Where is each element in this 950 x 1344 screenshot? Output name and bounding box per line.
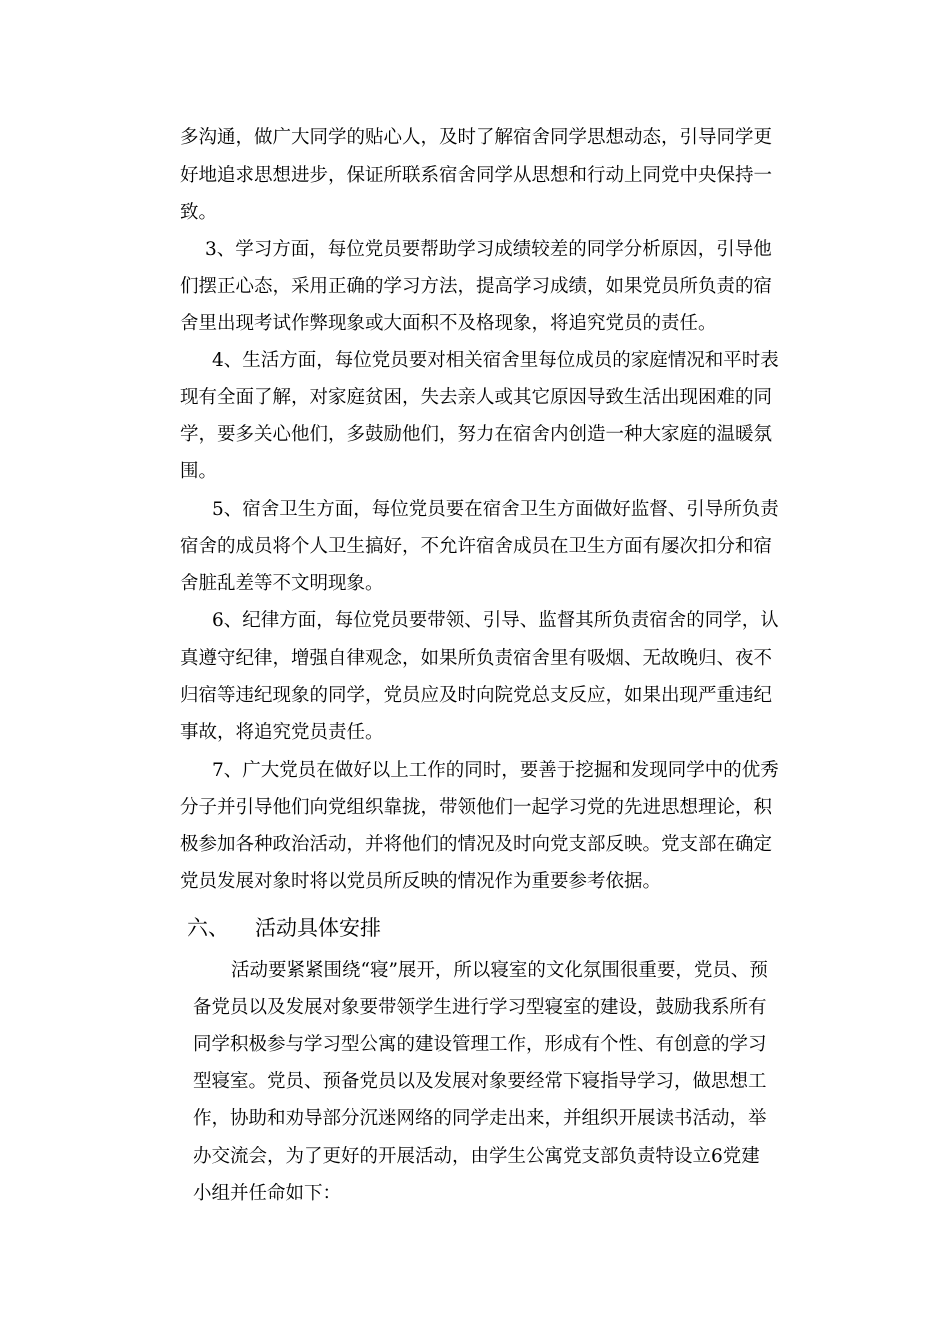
- text-line: 们摆正心态，采用正确的学习方法，提高学习成绩，如果党员所负责的宿: [180, 276, 773, 297]
- text-line: 备党员以及发展对象要带领学生进行学习型寝室的建设，鼓励我系所有: [193, 997, 767, 1018]
- text-line: 学，要多关心他们，多鼓励他们，努力在宿舍内创造一种大家庭的温暖氛: [180, 424, 773, 445]
- text-line: 型寝室。党员、预备党员以及发展对象要经常下寝指导学习，做思想工: [193, 1071, 767, 1092]
- text-line: 5、宿舍卫生方面，每位党员要在宿舍卫生方面做好监督、引导所负责: [212, 499, 779, 520]
- text-line: 舍脏乱差等不文明现象。: [180, 573, 384, 594]
- text-line: 4、生活方面，每位党员要对相关宿舍里每位成员的家庭情况和平时表: [212, 350, 779, 371]
- text-line: 办交流会，为了更好的开展活动，由学生公寓党支部负责特设立6党建: [193, 1146, 760, 1167]
- text-line: 活动要紧紧围绕“寝”展开，所以寝室的文化氛围很重要，党员、预: [231, 960, 768, 981]
- text-line: 致。: [180, 202, 218, 223]
- text-line: 作，协助和劝导部分沉迷网络的同学走出来，并组织开展读书活动，举: [193, 1108, 767, 1129]
- text-line: 宿舍的成员将个人卫生搞好，不允许宿舍成员在卫生方面有屡次扣分和宿: [180, 536, 773, 557]
- text-line: 极参加各种政治活动，并将他们的情况及时向党支部反映。党支部在确定: [180, 834, 773, 855]
- text-line: 同学积极参与学习型公寓的建设管理工作，形成有个性、有创意的学习: [193, 1034, 767, 1055]
- section-number: 六、: [187, 916, 229, 940]
- section-title: 活动具体安排: [255, 916, 381, 940]
- text-line: 围。: [180, 461, 218, 482]
- text-line: 党员发展对象时将以党员所反映的情况作为重要参考依据。: [180, 871, 662, 892]
- text-line: 好地追求思想进步，保证所联系宿舍同学从思想和行动上同党中央保持一: [180, 165, 773, 186]
- text-line: 分子并引导他们向党组织靠拢，带领他们一起学习党的先进思想理论，积: [180, 797, 773, 818]
- text-line: 6、纪律方面，每位党员要带领、引导、监督其所负责宿舍的同学，认: [212, 610, 779, 631]
- text-line: 7、广大党员在做好以上工作的同时，要善于挖掘和发现同学中的优秀: [212, 760, 779, 781]
- text-line: 小组并任命如下：: [193, 1183, 342, 1204]
- text-line: 3、学习方面，每位党员要帮助学习成绩较差的同学分析原因，引导他: [205, 239, 772, 260]
- text-line: 现有全面了解，对家庭贫困，失去亲人或其它原因导致生活出现困难的同: [180, 387, 773, 408]
- text-line: 归宿等违纪现象的同学，党员应及时向院党总支反应，如果出现严重违纪: [180, 685, 773, 706]
- section-heading: [187, 914, 381, 942]
- text-line: 舍里出现考试作弊现象或大面积不及格现象，将追究党员的责任。: [180, 313, 717, 334]
- text-line: 多沟通，做广大同学的贴心人，及时了解宿舍同学思想动态，引导同学更: [180, 127, 773, 148]
- text-line: 真遵守纪律，增强自律观念，如果所负责宿舍里有吸烟、无故晚归、夜不: [180, 648, 773, 669]
- text-line: 事故，将追究党员责任。: [180, 722, 384, 743]
